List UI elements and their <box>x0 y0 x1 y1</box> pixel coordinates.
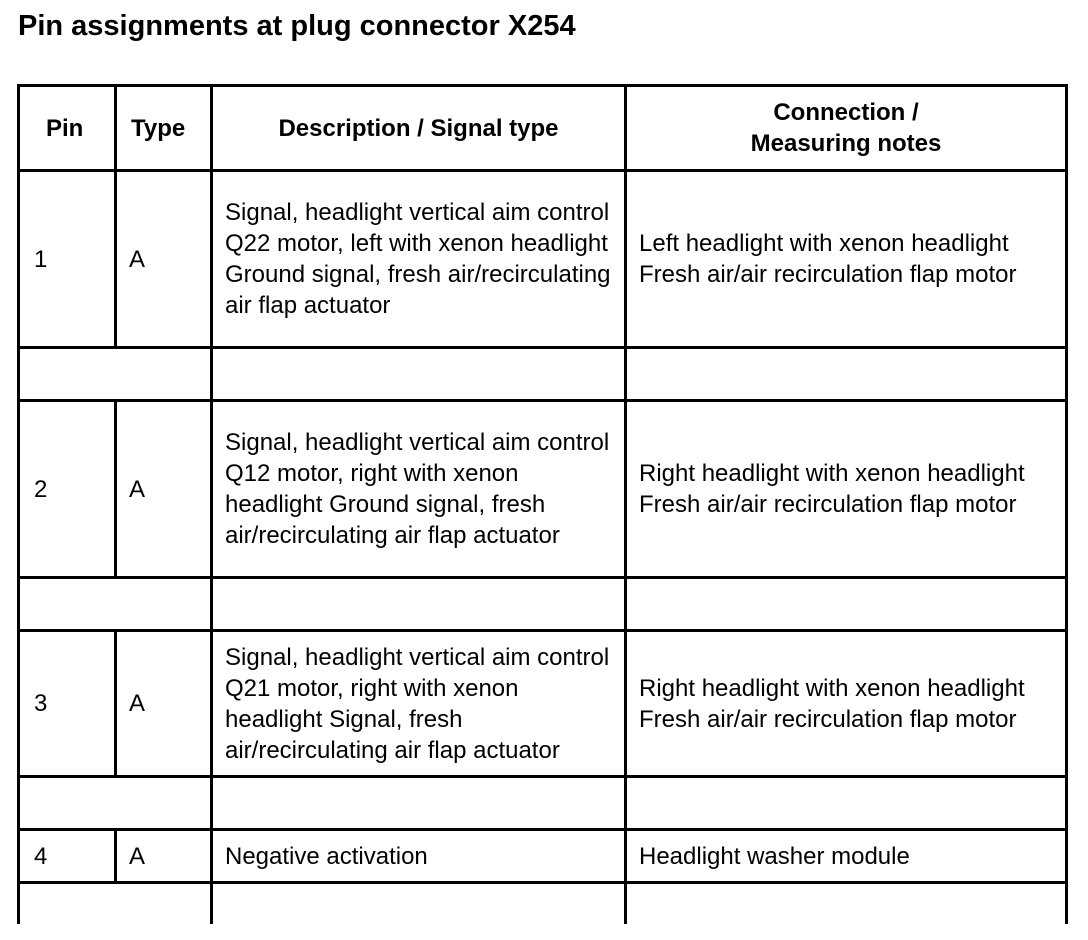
type-cell: A <box>116 401 212 578</box>
column-header-pin: Pin <box>19 86 116 171</box>
spacer-cell <box>19 883 212 925</box>
spacer-row <box>19 777 1067 830</box>
spacer-cell <box>212 348 626 401</box>
connection-cell: Right headlight with xenon headlight Fresh air/air recirculation flap motor <box>626 401 1067 578</box>
description-cell: Signal, headlight vertical aim control Q22 motor, left with xenon headlight Ground signal, fresh air/recirculating air flap actuator <box>212 171 626 348</box>
connection-cell: Right headlight with xenon headlight Fresh air/air recirculation flap motor <box>626 631 1067 777</box>
spacer-row <box>19 578 1067 631</box>
spacer-cell <box>626 578 1067 631</box>
type-cell: A <box>116 830 212 883</box>
description-cell: Signal, headlight vertical aim control Q21 motor, right with xenon headlight Signal, fresh air/recirculating air flap actuator <box>212 631 626 777</box>
spacer-cell <box>212 777 626 830</box>
pin-cell: 3 <box>19 631 116 777</box>
pin-cell: 4 <box>19 830 116 883</box>
spacer-cell <box>626 883 1067 925</box>
column-header-connection <box>626 86 1067 171</box>
spacer-row <box>19 348 1067 401</box>
table-row <box>19 401 1067 578</box>
table-row <box>19 631 1067 777</box>
spacer-cell <box>626 348 1067 401</box>
pin-cell: 2 <box>19 401 116 578</box>
spacer-row <box>19 883 1067 925</box>
spacer-cell <box>19 348 212 401</box>
description-cell: Signal, headlight vertical aim control Q12 motor, right with xenon headlight Ground signal, fresh air/recirculating air flap actuator <box>212 401 626 578</box>
type-cell: A <box>116 171 212 348</box>
spacer-cell <box>19 777 212 830</box>
pin-cell: 1 <box>19 171 116 348</box>
table-row <box>19 830 1067 883</box>
page-title: Pin assignments at plug connector X254 <box>18 10 576 42</box>
column-header-type: Type <box>116 86 212 171</box>
pin-assignment-table <box>17 84 1068 924</box>
column-header-connection-line1: Connection / <box>773 99 919 126</box>
connection-cell: Left headlight with xenon headlight Fresh air/air recirculation flap motor <box>626 171 1067 348</box>
spacer-cell <box>212 578 626 631</box>
type-cell: A <box>116 631 212 777</box>
spacer-cell <box>212 883 626 925</box>
table-header-row <box>19 86 1067 171</box>
connection-cell: Headlight washer module <box>626 830 1067 883</box>
column-header-connection-line2: Measuring notes <box>750 130 942 157</box>
spacer-cell <box>626 777 1067 830</box>
description-cell: Negative activation <box>212 830 626 883</box>
column-header-description: Description / Signal type <box>212 86 626 171</box>
table-row <box>19 171 1067 348</box>
spacer-cell <box>19 578 212 631</box>
